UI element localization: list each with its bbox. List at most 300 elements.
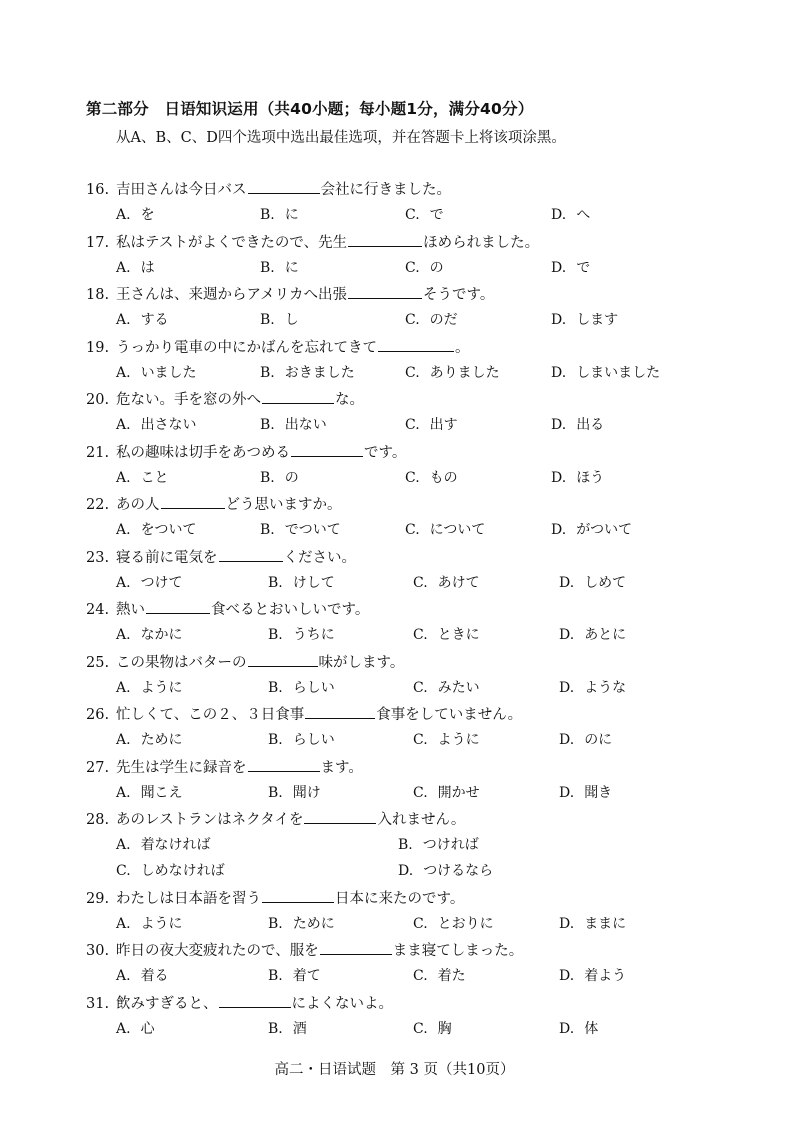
answer-option [559,678,626,698]
answer-option [398,835,479,855]
question-item [0,704,789,757]
question-text-before: 寝る前に電気を [116,549,218,566]
option-letter: A. [116,915,131,932]
option-text: 心 [140,1020,155,1037]
answer-option [116,625,183,645]
option-letter: B. [260,417,275,433]
question-stem [86,179,451,199]
option-letter: D. [551,364,567,381]
options-row [0,520,789,540]
option-letter: D. [559,1020,575,1037]
question-stem [86,888,464,908]
question-number: 30. [86,943,110,959]
answer-option [559,573,626,593]
option-letter: D. [559,574,575,591]
option-text: 酒 [292,1020,307,1037]
option-text: のだ [429,312,458,328]
question-number: 19. [86,339,110,356]
option-letter: C. [413,627,428,643]
option-letter: D. [559,968,575,984]
question-text-before: 昨日の夜大変疲れたので、服を [116,943,319,959]
question-stem [86,757,363,777]
options-row [0,730,789,750]
option-letter: B. [268,679,283,696]
question-item [0,757,789,810]
answer-option [116,835,211,855]
option-text: する [140,312,169,328]
option-text: しまいました [576,364,661,381]
answer-option [405,415,458,435]
question-text-before: あのレストランはネクタイを [116,812,304,828]
question-text-before: 先生は学生に録音を [116,759,247,776]
answer-option [116,363,197,383]
question-item [0,809,789,888]
answer-blank [378,337,454,352]
option-text: あとに [584,627,627,643]
answer-option [116,730,183,750]
option-text: 着る [140,968,169,984]
option-text: なかに [140,627,183,643]
section-instructions: 从A、B、C、D四个选项中选出最佳选项，并在答题卡上将该项涂黑。 [116,130,566,146]
option-text: ような [584,679,627,696]
answer-option [559,625,626,645]
answer-option [413,730,480,750]
question-number: 20. [86,392,110,408]
answer-option [551,258,590,278]
answer-option [551,415,604,435]
question-text-before: あの人 [116,497,160,513]
question-text-before: この果物はバターの [116,654,247,671]
question-text-before: 飲みすぎると、 [116,995,218,1012]
question-text-before: うっかり電車の中にかばんを忘れてきて [116,339,377,356]
option-text: みたい [437,679,480,696]
question-item [0,494,789,547]
answer-option [268,625,335,645]
answer-option [405,468,458,488]
option-text: らしい [292,679,335,696]
question-text-after: まま寝てしまった。 [392,943,524,959]
answer-option [116,966,169,986]
option-letter: C. [405,259,420,276]
option-text: について [429,522,486,538]
answer-option [413,966,466,986]
question-text-after: 味がします。 [318,654,405,671]
answer-option [116,573,183,593]
answer-option [413,914,494,934]
question-item [0,888,789,941]
option-letter: C. [116,863,131,879]
option-text: しめて [584,574,627,591]
option-letter: B. [260,259,275,276]
option-letter: B. [268,732,283,748]
answer-blank [348,232,422,247]
answer-option [260,205,299,225]
question-stem [86,599,369,619]
option-text: つけて [140,574,183,591]
question-stem [86,940,523,960]
option-text: 出さない [140,417,197,433]
options-row [0,835,789,855]
answer-blank [320,940,392,955]
option-text: がついて [576,522,633,538]
option-text: ときに [437,627,480,643]
answer-option [559,966,626,986]
option-letter: D. [398,863,414,879]
option-text: し [284,312,299,328]
option-text: は [140,259,155,276]
options-row [0,573,789,593]
answer-option [116,258,155,278]
option-text: ように [437,732,480,748]
question-number: 28. [86,812,110,828]
option-text: の [429,259,444,276]
option-text: ように [140,679,183,696]
option-text: らしい [292,732,335,748]
question-item [0,284,789,337]
question-text-after: 日本に来たのです。 [335,890,465,907]
question-item [0,599,789,652]
option-text: に [284,259,299,276]
question-text-after: どう思いますか。 [225,497,342,513]
question-item [0,389,789,442]
option-text: で [576,259,591,276]
option-text: うちに [292,627,335,643]
question-text-after: 食事をしていません。 [376,707,523,723]
answer-option [559,730,612,750]
option-text: けして [292,574,335,591]
answer-option [405,258,444,278]
option-letter: C. [413,732,428,748]
option-text: 着た [437,968,466,984]
answer-option [559,1019,598,1039]
question-item [0,337,789,390]
option-letter: D. [551,259,567,276]
question-text-before: 私の趣味は切手をあつめる [116,444,290,461]
options-row [0,415,789,435]
option-text: ほう [576,469,605,486]
option-letter: D. [559,627,575,643]
option-letter: B. [268,915,283,932]
option-letter: C. [413,679,428,696]
option-text: 体 [584,1020,599,1037]
question-item [0,993,789,1046]
answer-option [551,468,604,488]
question-number: 17. [86,234,110,251]
question-number: 26. [86,707,110,723]
answer-option [413,625,480,645]
question-text-after: 食べるとおいしいです。 [211,602,370,618]
option-text: 着よう [584,968,627,984]
question-number: 27. [86,759,110,776]
options-row [0,205,789,225]
question-stem [86,652,404,672]
answer-blank [146,599,210,614]
question-text-before: 吉田さんは今日バス [116,182,247,198]
answer-blank [304,809,376,824]
question-text-before: 王さんは、来週からアメリカへ出張 [116,287,347,303]
options-row [0,625,789,645]
option-letter: C. [413,968,428,984]
question-text-before: わたしは日本語を習う [116,890,261,907]
option-letter: D. [559,784,575,801]
option-text: 着て [292,968,321,984]
question-text-after: な。 [335,392,364,408]
answer-option [413,678,480,698]
answer-option [559,914,626,934]
option-letter: B. [260,522,275,538]
answer-option [551,363,660,383]
option-text: 聞け [292,784,321,801]
question-item [0,232,789,285]
option-letter: A. [116,574,131,591]
option-letter: C. [413,574,428,591]
question-text-after: 会社に行きました。 [320,182,451,198]
question-item [0,179,789,232]
option-letter: D. [551,312,567,328]
question-number: 22. [86,497,110,513]
option-letter: B. [268,627,283,643]
question-number: 16. [86,182,110,198]
question-item [0,940,789,993]
option-text: こと [140,469,169,486]
answer-blank [348,284,422,299]
answer-option [268,783,321,803]
option-letter: B. [268,968,283,984]
option-letter: C. [405,469,420,486]
answer-option [260,363,355,383]
answer-blank [248,757,320,772]
answer-blank [161,494,225,509]
options-row [0,468,789,488]
question-text-after: ほめられました。 [423,234,540,251]
answer-blank [305,704,375,719]
question-text-after: ください。 [283,549,356,566]
question-number: 25. [86,654,110,671]
answer-option [116,415,197,435]
question-stem [86,494,342,514]
question-text-before: 私はテストがよくできたので、先生 [116,234,348,251]
answer-option [405,205,444,225]
question-stem [86,232,539,252]
option-text: に [284,207,299,223]
question-item [0,652,789,705]
question-list [0,179,789,1045]
answer-blank [291,442,363,457]
answer-option [413,573,480,593]
answer-option [268,914,335,934]
options-row [0,258,789,278]
answer-option [260,258,299,278]
question-text-after: によくないよ。 [291,995,393,1012]
question-text-before: 熱い [116,602,145,618]
question-stem [86,704,522,724]
option-letter: B. [268,574,283,591]
options-row [0,914,789,934]
option-letter: B. [260,469,275,486]
answer-option [260,310,299,330]
option-letter: B. [260,207,275,223]
option-text: ために [292,915,335,932]
answer-option [260,520,341,540]
question-text-before: 忙しくて、この２、３日食事 [116,707,305,723]
question-text-before: 危ない。手を窓の外へ [116,392,261,408]
answer-blank [262,389,334,404]
answer-option [260,468,299,488]
question-stem [86,389,364,409]
option-letter: C. [405,364,420,381]
question-stem [86,993,393,1013]
question-stem [86,547,356,567]
option-text: ままに [584,915,627,932]
question-stem [86,337,470,357]
option-letter: B. [268,784,283,801]
option-text: の [284,469,299,486]
option-text: 出ない [284,417,327,433]
question-item [0,442,789,495]
answer-blank [219,993,291,1008]
option-letter: B. [260,364,275,381]
section-title: 第二部分 日语知识运用（共40小题；每小题1分，满分40分） [86,100,534,118]
answer-option [116,468,169,488]
question-text-after: そうです。 [422,287,495,303]
option-letter: C. [413,915,428,932]
options-row [0,966,789,986]
options-row [0,310,789,330]
option-letter: A. [116,732,131,748]
option-text: へ [576,207,591,223]
options-row [0,1019,789,1039]
answer-option [559,783,612,803]
answer-option [413,1019,452,1039]
option-letter: A. [116,1020,131,1037]
option-text: 聞こえ [140,784,183,801]
option-letter: A. [116,207,131,223]
option-letter: A. [116,312,131,328]
answer-option [116,310,169,330]
option-letter: D. [559,732,575,748]
option-letter: A. [116,259,131,276]
answer-option [551,205,590,225]
option-letter: A. [116,469,131,486]
option-text: 開かせ [437,784,480,801]
question-text-after: ます。 [320,759,363,776]
option-letter: B. [260,312,275,328]
answer-option [260,415,327,435]
option-text: をついて [140,522,197,538]
answer-option [116,914,183,934]
answer-option [551,520,632,540]
option-letter: C. [405,417,420,433]
question-item [0,547,789,600]
question-number: 29. [86,890,110,907]
question-stem [86,809,465,829]
option-text: 聞き [584,784,613,801]
option-text: します [576,312,619,328]
option-letter: D. [551,522,567,538]
option-letter: C. [405,522,420,538]
option-letter: D. [551,469,567,486]
option-letter: A. [116,627,131,643]
option-letter: C. [405,207,420,223]
answer-blank [219,547,283,562]
option-letter: A. [116,837,131,853]
option-text: つければ [422,837,479,853]
option-letter: A. [116,679,131,696]
option-letter: A. [116,968,131,984]
option-text: ありました [429,364,500,381]
option-letter: C. [413,784,428,801]
option-text: あけて [437,574,480,591]
answer-option [268,573,335,593]
option-letter: A. [116,417,131,433]
option-text: しめなければ [140,863,225,879]
answer-option [116,678,183,698]
option-letter: A. [116,784,131,801]
options-row [0,861,789,881]
option-letter: A. [116,364,131,381]
answer-option [405,520,485,540]
option-text: ように [140,915,183,932]
answer-blank [248,179,320,194]
page-footer: 高二・日语试题 第 3 页（共10页） [274,1062,515,1078]
option-letter: D. [559,679,575,696]
option-text: で [429,207,444,223]
option-letter: B. [268,1020,283,1037]
answer-option [413,783,480,803]
answer-option [116,520,197,540]
question-number: 24. [86,602,110,618]
option-letter: D. [551,207,567,223]
answer-option [116,783,183,803]
question-number: 21. [86,444,110,461]
option-text: でついて [284,522,341,538]
option-letter: C. [413,1020,428,1037]
option-text: とおりに [437,915,494,932]
answer-blank [262,888,334,903]
options-row [0,363,789,383]
answer-option [551,310,618,330]
options-row [0,678,789,698]
question-text-after: 。 [455,339,470,356]
option-text: を [140,207,155,223]
question-stem [86,442,406,462]
option-letter: B. [398,837,413,853]
question-number: 31. [86,995,110,1012]
answer-option [405,310,458,330]
answer-option [268,730,335,750]
question-text-after: 入れません。 [377,812,466,828]
answer-option [116,861,225,881]
option-text: もの [429,469,458,486]
option-letter: D. [559,915,575,932]
options-row [0,783,789,803]
answer-option [268,678,335,698]
answer-option [398,861,493,881]
option-text: のに [584,732,613,748]
option-text: 胸 [437,1020,452,1037]
answer-option [116,1019,155,1039]
option-text: つけるなら [423,863,494,879]
answer-blank [248,652,318,667]
option-text: おきました [284,364,355,381]
option-text: 出す [429,417,458,433]
answer-option [405,363,500,383]
question-text-after: です。 [364,444,407,461]
option-letter: D. [551,417,567,433]
answer-option [116,205,155,225]
answer-option [268,966,321,986]
option-text: 着なければ [140,837,211,853]
